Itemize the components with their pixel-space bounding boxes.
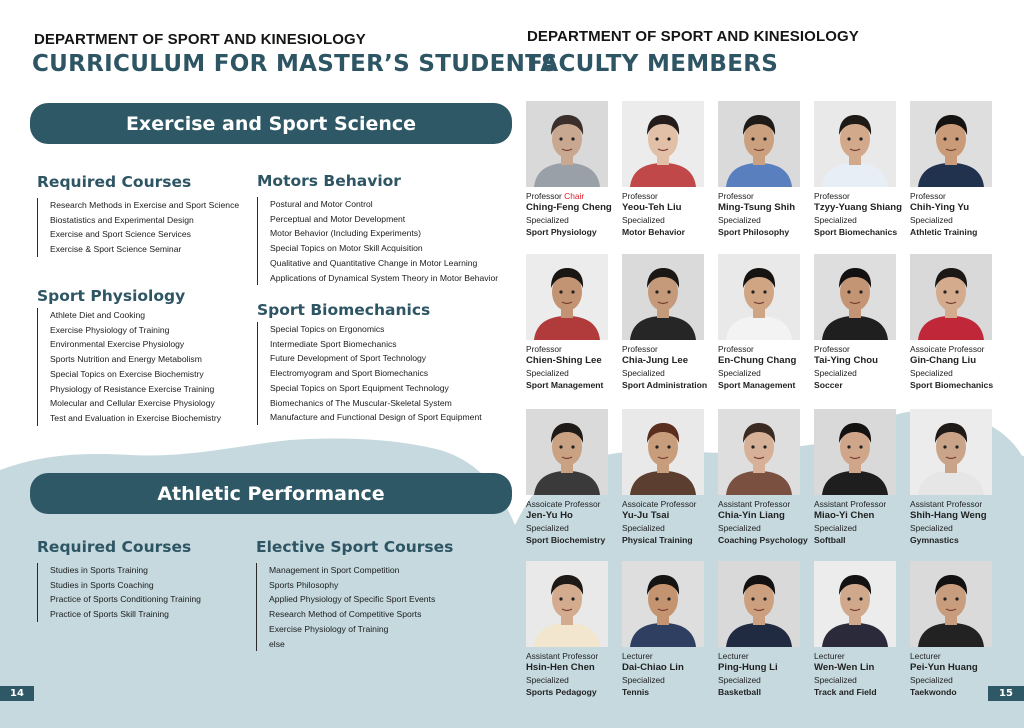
faculty-card xyxy=(910,101,1006,238)
motors-behavior-section xyxy=(257,172,498,285)
section-heading: Required Courses xyxy=(37,538,192,556)
faculty-specialty: Gymnastics xyxy=(910,535,959,545)
section-heading: Required Courses xyxy=(37,173,192,191)
course-item: Electromyogram and Sport Biomechanics xyxy=(270,368,429,379)
portrait-photo xyxy=(814,254,896,340)
course-list xyxy=(37,308,221,426)
rank-text: Assistant Professor xyxy=(910,499,983,509)
faculty-specialty: Basketball xyxy=(718,687,761,697)
faculty-rank xyxy=(622,650,718,662)
specialized-label: Specialized xyxy=(622,368,665,378)
portrait-photo xyxy=(622,101,704,187)
faculty-specialty: Sport Biochemistry xyxy=(526,535,606,545)
rank-text: Professor xyxy=(814,344,850,354)
portrait-photo xyxy=(526,254,608,340)
faculty-rank xyxy=(814,190,910,202)
portrait-photo xyxy=(814,409,896,495)
portrait-photo xyxy=(526,409,608,495)
faculty-specialty: Sport Biomechanics xyxy=(814,227,898,237)
course-item: Qualitative and Quantitative Change in Motor Learning xyxy=(270,257,478,268)
course-list xyxy=(257,197,498,285)
faculty-card xyxy=(622,561,718,698)
specialized-label: Specialized xyxy=(910,368,953,378)
faculty-info xyxy=(910,498,1006,546)
faculty-card xyxy=(910,561,1006,698)
course-item: Exercise & Sport Science Seminar xyxy=(50,244,182,255)
course-item: Management in Sport Competition xyxy=(269,565,400,575)
faculty-specialty: Coaching Psychology xyxy=(718,535,808,545)
faculty-specialty: Sport Physiology xyxy=(526,227,597,237)
faculty-card xyxy=(622,409,718,546)
faculty-name: Ming-Tsung Shih xyxy=(718,202,796,213)
course-item: Exercise and Sport Science Services xyxy=(50,229,191,240)
athletic-banner-label: Athletic Performance xyxy=(157,482,385,505)
faculty-card xyxy=(526,101,622,238)
course-item: Environmental Exercise Physiology xyxy=(50,339,185,350)
faculty-specialty: Taekwondo xyxy=(910,687,957,697)
course-item: Special Topics on Ergonomics xyxy=(270,324,385,334)
required-courses-section-2 xyxy=(37,538,201,622)
faculty-specialty: Sport Administration xyxy=(622,380,708,390)
faculty-rank xyxy=(910,190,1006,202)
course-list xyxy=(257,322,482,425)
faculty-specialty: Motor Behavior xyxy=(622,227,686,237)
rank-text: Assoicate Professor xyxy=(526,499,601,509)
course-item: Exercise Physiology of Training xyxy=(50,324,170,335)
section-heading: Sport Biomechanics xyxy=(257,301,431,319)
faculty-card xyxy=(718,254,814,391)
faculty-specialty: Sport Management xyxy=(718,380,796,390)
faculty-info xyxy=(910,190,1006,238)
faculty-info xyxy=(526,190,622,238)
faculty-specialty: Tennis xyxy=(622,687,650,697)
faculty-name: Wen-Wen Lin xyxy=(814,662,875,673)
portrait-photo xyxy=(526,561,608,647)
course-item: Postural and Motor Control xyxy=(270,199,373,209)
rank-text: Assistant Professor xyxy=(526,651,599,661)
faculty-card xyxy=(814,254,910,391)
course-list xyxy=(37,563,201,622)
course-item: Practice of Sports Conditioning Training xyxy=(50,594,201,605)
page-number-right: 15 xyxy=(988,686,1024,701)
faculty-info xyxy=(718,650,814,698)
portrait-photo xyxy=(910,254,992,340)
course-item: Applications of Dynamical System Theory in Motor Behavior xyxy=(270,272,499,283)
rank-text: Professor xyxy=(526,191,565,201)
faculty-name: Jen-Yu Ho xyxy=(526,510,573,521)
portrait-photo xyxy=(814,101,896,187)
faculty-name: Tzyy-Yuang Shiang xyxy=(814,202,902,213)
faculty-name: Pei-Yun Huang xyxy=(910,662,978,673)
faculty-card xyxy=(526,561,622,698)
course-item: Practice of Sports Skill Training xyxy=(50,609,169,620)
specialized-label: Specialized xyxy=(526,368,569,378)
faculty-name: Hsin-Hen Chen xyxy=(526,662,595,673)
course-item: Physiology of Resistance Exercise Training xyxy=(50,383,215,394)
portrait-photo xyxy=(814,561,896,647)
rank-text: Lecturer xyxy=(718,651,749,661)
rank-text: Assoicate Professor xyxy=(910,344,985,354)
faculty-card xyxy=(910,409,1006,546)
course-item: Biostatistics and Experimental Design xyxy=(50,214,194,225)
faculty-rank xyxy=(910,650,1006,662)
faculty-specialty: Track and Field xyxy=(814,687,877,697)
faculty-rank xyxy=(814,498,910,510)
portrait-photo xyxy=(910,101,992,187)
rank-text: Assoicate Professor xyxy=(622,499,697,509)
faculty-info xyxy=(718,498,814,546)
faculty-card xyxy=(910,254,1006,391)
curriculum-title: CURRICULUM FOR MASTER’S STUDENTS xyxy=(32,51,558,77)
specialized-label: Specialized xyxy=(718,675,761,685)
portrait-photo xyxy=(910,561,992,647)
rank-text: Assistant Professor xyxy=(718,499,791,509)
rank-text: Lecturer xyxy=(814,651,845,661)
faculty-name: Chia-Jung Lee xyxy=(622,355,689,366)
specialized-label: Specialized xyxy=(910,675,953,685)
faculty-rank xyxy=(526,190,622,202)
portrait-photo xyxy=(622,254,704,340)
course-item: Perceptual and Motor Development xyxy=(270,213,406,224)
faculty-rank xyxy=(622,343,718,355)
faculty-name: Tai-Ying Chou xyxy=(814,355,878,366)
required-courses-section-1 xyxy=(37,173,239,257)
specialized-label: Specialized xyxy=(718,368,761,378)
faculty-card xyxy=(814,101,910,238)
faculty-title: FACULTY MEMBERS xyxy=(527,51,779,77)
specialized-label: Specialized xyxy=(814,675,857,685)
course-item: Motor Behavior (Including Experiments) xyxy=(270,228,421,239)
exercise-banner xyxy=(30,103,512,144)
faculty-info xyxy=(526,650,622,698)
faculty-specialty: Athletic Training xyxy=(910,227,978,237)
faculty-info xyxy=(814,498,910,546)
portrait-photo xyxy=(622,561,704,647)
faculty-info xyxy=(622,190,718,238)
faculty-specialty: Soccer xyxy=(814,380,843,390)
faculty-rank xyxy=(718,190,814,202)
sport-biomechanics-section xyxy=(257,301,482,425)
faculty-info xyxy=(814,650,910,698)
specialized-label: Specialized xyxy=(814,368,857,378)
portrait-photo xyxy=(718,409,800,495)
faculty-rank xyxy=(718,343,814,355)
rank-text: Professor xyxy=(814,191,850,201)
faculty-rank xyxy=(526,498,622,510)
specialized-label: Specialized xyxy=(814,215,857,225)
specialized-label: Specialized xyxy=(814,523,857,533)
course-item: Athlete Diet and Cooking xyxy=(50,310,146,320)
specialized-label: Specialized xyxy=(622,523,665,533)
faculty-card xyxy=(622,254,718,391)
faculty-name: Dai-Chiao Lin xyxy=(622,662,684,673)
course-item: Studies in Sports Coaching xyxy=(50,579,154,590)
faculty-card xyxy=(526,254,622,391)
faculty-info xyxy=(910,343,1006,391)
elective-courses-section xyxy=(256,538,453,651)
portrait-photo xyxy=(910,409,992,495)
course-item: Research Method of Competitive Sports xyxy=(269,609,422,620)
faculty-card xyxy=(814,409,910,546)
faculty-name: Yeou-Teh Liu xyxy=(622,202,682,213)
faculty-info xyxy=(526,498,622,546)
course-item: Studies in Sports Training xyxy=(50,565,148,575)
faculty-info xyxy=(526,343,622,391)
faculty-name: Chia-Yin Liang xyxy=(718,510,785,521)
specialized-label: Specialized xyxy=(718,215,761,225)
chair-label: Chair xyxy=(564,191,585,201)
rank-text: Professor xyxy=(622,344,658,354)
faculty-name: Chih-Ying Yu xyxy=(910,202,970,213)
faculty-info xyxy=(622,498,718,546)
course-list xyxy=(37,198,239,257)
faculty-card xyxy=(814,561,910,698)
athletic-banner xyxy=(30,473,512,514)
specialized-label: Specialized xyxy=(622,675,665,685)
right-dept-heading: DEPARTMENT OF SPORT AND KINESIOLOGY xyxy=(527,28,859,45)
course-item: Special Topics on Sport Equipment Technology xyxy=(270,382,449,393)
faculty-rank xyxy=(910,343,1006,355)
rank-text: Lecturer xyxy=(622,651,653,661)
rank-text: Professor xyxy=(526,344,562,354)
course-list xyxy=(256,563,453,651)
course-item: Special Topics on Exercise Biochemistry xyxy=(50,368,204,379)
exercise-banner-label: Exercise and Sport Science xyxy=(125,112,417,135)
rank-text: Professor xyxy=(718,344,754,354)
left-dept-heading: DEPARTMENT OF SPORT AND KINESIOLOGY xyxy=(34,31,366,48)
course-item: Sports Philosophy xyxy=(269,579,339,590)
faculty-rank xyxy=(718,650,814,662)
faculty-card xyxy=(718,101,814,238)
faculty-info xyxy=(622,650,718,698)
course-item: Test and Evaluation in Exercise Biochemistry xyxy=(50,412,221,423)
faculty-specialty: Physical Training xyxy=(622,535,693,545)
rank-text: Professor xyxy=(718,191,754,201)
rank-text: Professor xyxy=(910,191,946,201)
faculty-name: Ching-Feng Cheng xyxy=(526,202,612,213)
section-heading: Sport Physiology xyxy=(37,287,186,305)
section-heading: Motors Behavior xyxy=(257,172,401,190)
specialized-label: Specialized xyxy=(718,523,761,533)
course-item: Applied Physiology of Specific Sport Events xyxy=(269,594,436,605)
faculty-specialty: Sport Management xyxy=(526,380,604,390)
specialized-label: Specialized xyxy=(526,523,569,533)
rank-text: Lecturer xyxy=(910,651,941,661)
faculty-name: Chien-Shing Lee xyxy=(526,355,602,366)
page-number-left: 14 xyxy=(0,686,34,701)
faculty-name: En-Chung Chang xyxy=(718,355,797,366)
specialized-label: Specialized xyxy=(622,215,665,225)
portrait-photo xyxy=(718,101,800,187)
portrait-photo xyxy=(622,409,704,495)
faculty-info xyxy=(718,190,814,238)
course-item: Manufacture and Functional Design of Sport Equipment xyxy=(270,412,482,423)
faculty-name: Yu-Ju Tsai xyxy=(622,510,670,521)
faculty-name: Gin-Chang Liu xyxy=(910,355,977,366)
faculty-rank xyxy=(718,498,814,510)
specialized-label: Specialized xyxy=(910,215,953,225)
faculty-specialty: Sport Biomechanics xyxy=(910,380,994,390)
faculty-rank xyxy=(622,190,718,202)
course-item: Research Methods in Exercise and Sport Science xyxy=(50,200,240,210)
specialized-label: Specialized xyxy=(910,523,953,533)
faculty-card xyxy=(718,409,814,546)
course-item: Intermediate Sport Biomechanics xyxy=(270,338,397,349)
course-item: Biomechanics of The Muscular-Skeletal System xyxy=(270,397,452,408)
rank-text: Assistant Professor xyxy=(814,499,887,509)
course-item: Future Development of Sport Technology xyxy=(270,353,427,364)
course-item: else xyxy=(269,638,285,649)
faculty-info xyxy=(718,343,814,391)
faculty-rank xyxy=(526,650,622,662)
faculty-card xyxy=(526,409,622,546)
faculty-name: Shih-Hang Weng xyxy=(910,510,987,521)
course-item: Sports Nutrition and Energy Metabolism xyxy=(50,354,202,365)
faculty-specialty: Softball xyxy=(814,535,846,545)
faculty-rank xyxy=(910,498,1006,510)
portrait-photo xyxy=(718,254,800,340)
course-item: Exercise Physiology of Training xyxy=(269,623,389,634)
faculty-specialty: Sport Philosophy xyxy=(718,227,790,237)
faculty-rank xyxy=(814,343,910,355)
course-item: Special Topics on Motor Skill Acquisition xyxy=(270,243,423,254)
rank-text: Professor xyxy=(622,191,658,201)
portrait-photo xyxy=(718,561,800,647)
faculty-rank xyxy=(814,650,910,662)
faculty-rank xyxy=(526,343,622,355)
specialized-label: Specialized xyxy=(526,215,569,225)
faculty-rank xyxy=(622,498,718,510)
faculty-name: Ping-Hung Li xyxy=(718,662,778,673)
faculty-card xyxy=(622,101,718,238)
sport-physiology-section xyxy=(37,287,221,426)
faculty-name: Miao-Yi Chen xyxy=(814,510,875,521)
portrait-photo xyxy=(526,101,608,187)
specialized-label: Specialized xyxy=(526,675,569,685)
course-item: Molecular and Cellular Exercise Physiology xyxy=(50,398,215,409)
faculty-specialty: Sports Pedagogy xyxy=(526,687,597,697)
faculty-info xyxy=(814,190,910,238)
faculty-card xyxy=(718,561,814,698)
faculty-info xyxy=(622,343,718,391)
section-heading: Elective Sport Courses xyxy=(256,538,454,556)
faculty-info xyxy=(814,343,910,391)
